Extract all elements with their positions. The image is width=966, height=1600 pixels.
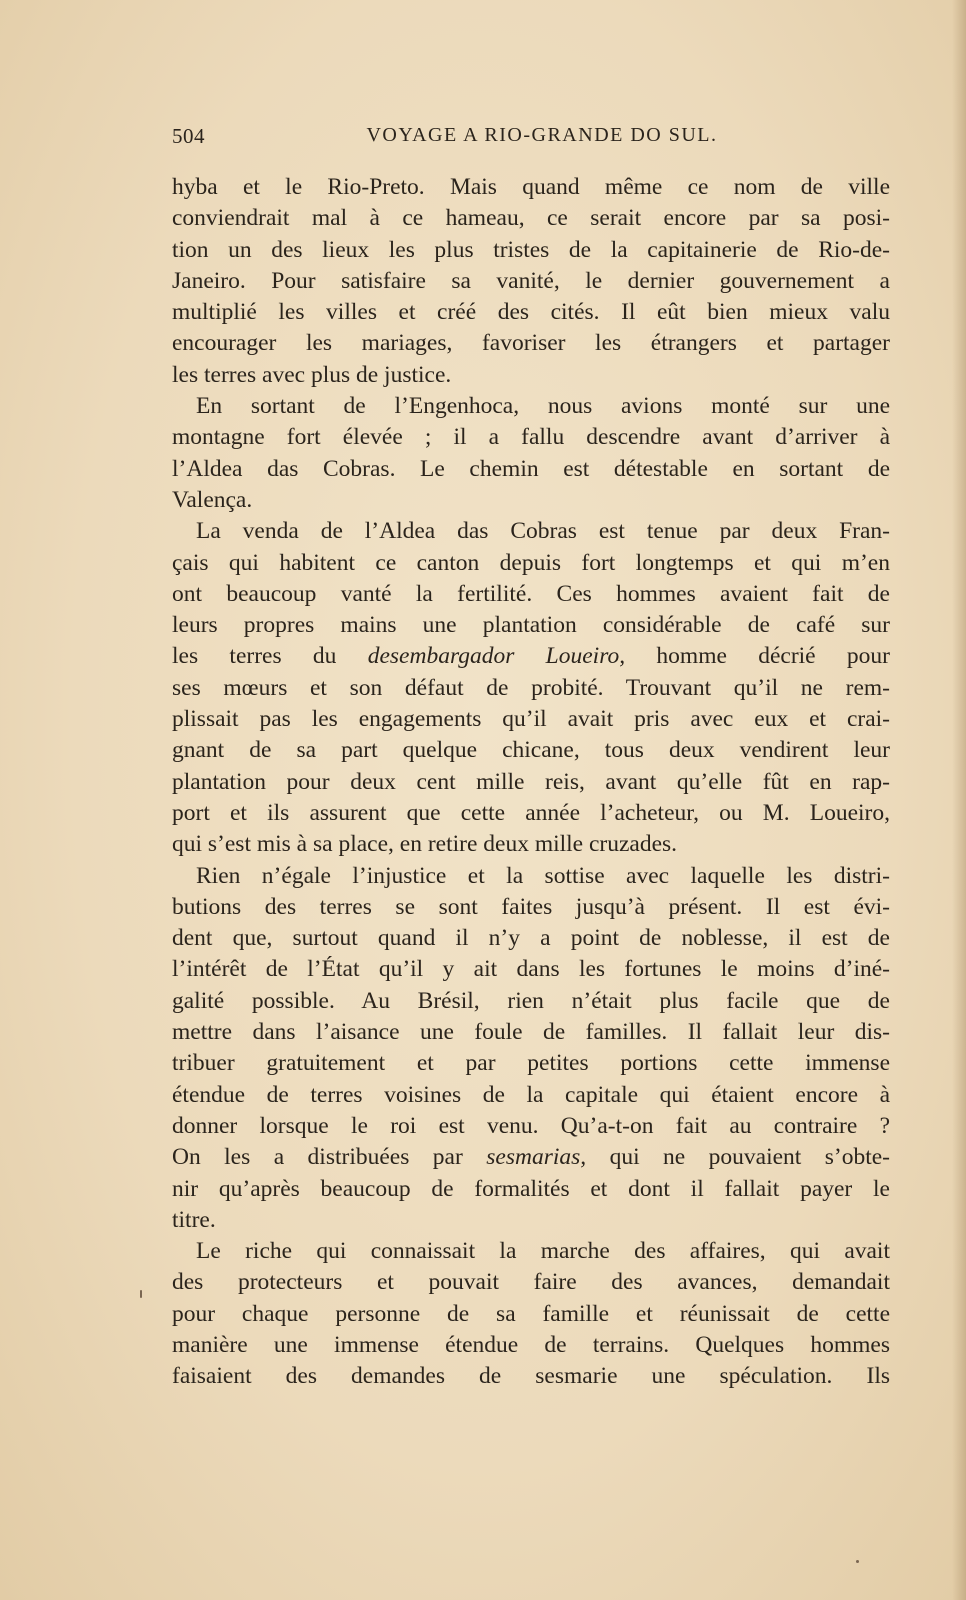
text-line: Le riche qui connaissait la marche des affaires, qui avait — [196, 1238, 890, 1265]
text-line: les terres avec plus de justice. — [172, 361, 452, 388]
text-line: des protecteurs et pouvait faire des avances, demandait — [172, 1269, 890, 1296]
text-segment: On les a distribuées par — [172, 1144, 487, 1171]
text-line: butions des terres se sont faites jusqu’à présent. Il est évi- — [172, 893, 890, 920]
text-line: qui s’est mis à sa place, en retire deux mille cruzades. — [172, 831, 678, 858]
text-line: l’intérêt de l’État qu’il y ait dans les fortunes le moins d’iné- — [172, 956, 890, 983]
text-line: pour chaque personne de sa famille et réunissait de cette — [172, 1300, 890, 1327]
text-line: plissait pas les engagements qu’il avait pris avec eux et crai- — [172, 706, 890, 733]
text-line-mixed — [172, 1142, 890, 1173]
text-line: tion un des lieux les plus tristes de la capitainerie de Rio-de- — [172, 236, 890, 263]
text-line: nir qu’après beaucoup de formalités et dont il fallait payer le — [172, 1175, 890, 1202]
text-line: leurs propres mains une plantation considérable de café sur — [172, 612, 890, 639]
text-line: mettre dans l’aisance une foule de familles. Il fallait leur dis- — [172, 1019, 890, 1046]
page-number: 504 — [172, 124, 205, 148]
text-line: multiplié les villes et créé des cités. Il eût bien mieux valu — [172, 299, 890, 326]
text-line: montagne fort élevée ; il a fallu descendre avant d’arriver à — [172, 424, 890, 451]
text-line: ont beaucoup vanté la fertilité. Ces hommes avaient fait de — [172, 580, 890, 607]
text-line: hyba et le Rio-Preto. Mais quand même ce nom de ville — [172, 174, 890, 200]
text-line: plantation pour deux cent mille reis, avant qu’elle fût en rap- — [172, 768, 890, 795]
text-line: ses mœurs et son défaut de probité. Trouvant qu’il ne rem- — [172, 674, 890, 701]
text-line: Valença. — [172, 486, 253, 513]
running-title: VOYAGE A RIO-GRANDE DO SUL. — [366, 124, 718, 146]
text-line: titre. — [172, 1206, 216, 1233]
text-line: galité possible. Au Brésil, rien n’était plus facile que de — [172, 987, 890, 1014]
text-segment: les terres du — [172, 643, 368, 670]
text-line: conviendrait mal à ce hameau, ce serait encore par sa posi- — [172, 205, 890, 232]
text-line: çais qui habitent ce canton depuis fort longtemps et qui m’en — [172, 549, 890, 576]
text-line: l’Aldea das Cobras. Le chemin est détestable en sortant de — [172, 455, 890, 482]
text-segment: qui ne pouvaient s’obte- — [586, 1144, 890, 1171]
text-line: faisaient des demandes de sesmarie une spéculation. Ils — [172, 1363, 890, 1390]
text-line: La venda de l’Aldea das Cobras est tenue par deux Fran- — [196, 518, 890, 545]
text-line: encourager les mariages, favoriser les étrangers et partager — [172, 330, 890, 357]
running-head — [172, 124, 890, 154]
page-edge-shadow — [952, 0, 966, 1600]
text-line: Rien n’égale l’injustice et la sottise avec laquelle les distri- — [196, 862, 890, 889]
text-line-mixed — [172, 641, 890, 672]
text-segment: homme décrié pour — [625, 643, 890, 670]
text-line: En sortant de l’Engenhoca, nous avions monté sur une — [196, 393, 890, 420]
text-line: donner lorsque le roi est venu. Qu’a-t-on fait au contraire ? — [172, 1112, 890, 1139]
text-line: tribuer gratuitement et par petites portions cette immense — [172, 1050, 890, 1077]
margin-mark — [140, 1290, 142, 1298]
italic-term: desembargador Loueiro, — [367, 643, 626, 670]
italic-term: sesmarias, — [486, 1144, 587, 1171]
body-text — [172, 172, 890, 1393]
text-line: dent que, surtout quand il n’y a point de noblesse, il est de — [172, 925, 890, 952]
text-line: Janeiro. Pour satisfaire sa vanité, le dernier gouvernement a — [172, 267, 890, 294]
text-line: manière une immense étendue de terrains. Quelques hommes — [172, 1331, 890, 1358]
text-line: étendue de terres voisines de la capitale qui étaient encore à — [172, 1081, 890, 1108]
text-line: gnant de sa part quelque chicane, tous deux vendirent leur — [172, 737, 890, 764]
text-line: port et ils assurent que cette année l’acheteur, ou M. Loueiro, — [172, 799, 890, 826]
ink-speck — [856, 1560, 859, 1563]
